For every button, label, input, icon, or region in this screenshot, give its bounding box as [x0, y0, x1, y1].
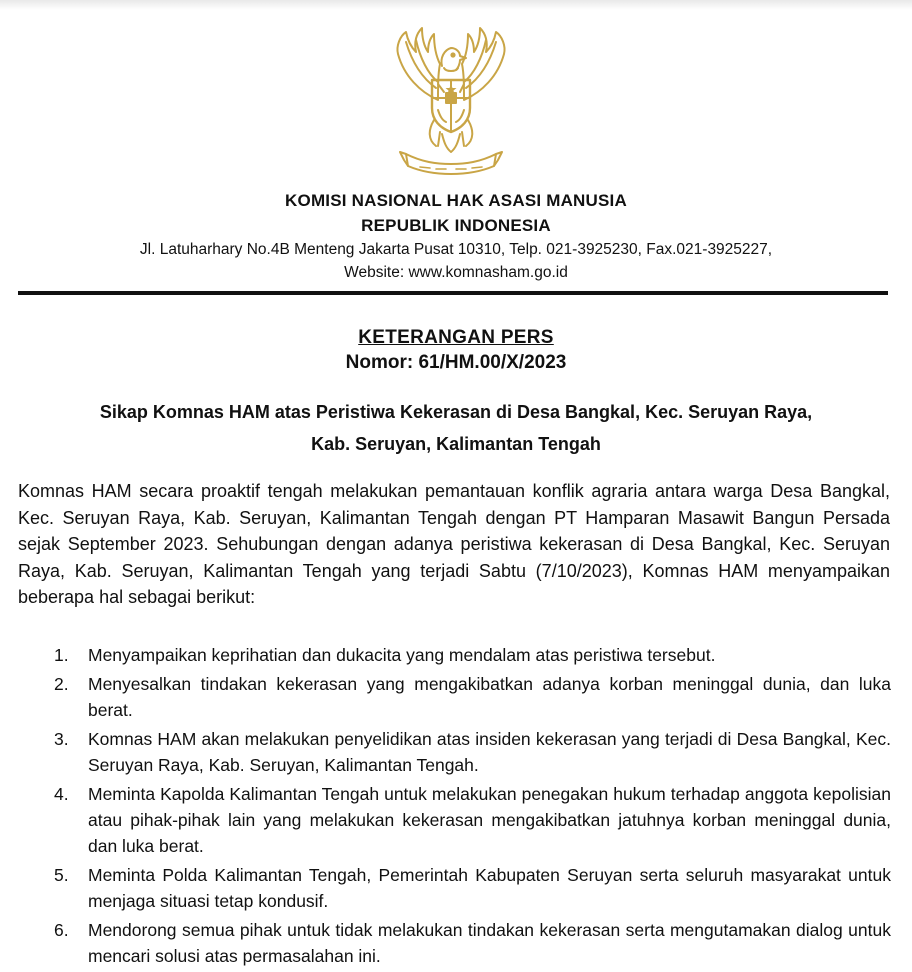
- points-list: [48, 642, 891, 972]
- list-item: [48, 862, 891, 914]
- org-country: REPUBLIK INDONESIA: [361, 216, 551, 235]
- document-number: Nomor: 61/HM.00/X/2023: [345, 352, 567, 373]
- subject-line-2: Kab. Seruyan, Kalimantan Tengah: [311, 434, 601, 454]
- list-item-number: 6.: [54, 920, 69, 940]
- list-item-number: 1.: [54, 645, 69, 665]
- list-item: [48, 726, 891, 778]
- list-item-text: Menyampaikan keprihatian dan dukacita yang mendalam atas peristiwa tersebut.: [88, 645, 716, 665]
- document-header: [0, 326, 912, 376]
- list-item-number: 2.: [54, 674, 69, 694]
- list-item-text: Komnas HAM akan melakukan penyelidikan atas insiden kekerasan yang terjadi di Desa Bangkal, Kec. Seruyan Raya, Kab. Seruyan, Kalimantan Tengah.: [88, 729, 891, 775]
- list-item-text: Meminta Polda Kalimantan Tengah, Pemerintah Kabupaten Seruyan serta seluruh masyarakat untuk menjaga situasi tetap kondusif.: [88, 865, 891, 911]
- document-subject: [40, 396, 872, 460]
- list-item-text: Mendorong semua pihak untuk tidak melakukan tindakan kekerasan serta mengutamakan dialog untuk mencari solusi atas permasalahan ini.: [88, 920, 891, 966]
- garuda-emblem-icon: [376, 22, 526, 178]
- org-address: Jl. Latuharhary No.4B Menteng Jakarta Pusat 10310, Telp. 021-3925230, Fax.021-3925227,: [139, 241, 773, 258]
- list-item-text: Menyesalkan tindakan kekerasan yang mengakibatkan adanya korban meninggal dunia, dan luka berat.: [88, 674, 891, 720]
- garuda-emblem-svg: [376, 22, 526, 178]
- document-type: KETERANGAN PERS: [358, 327, 554, 348]
- top-edge-shadow: [0, 0, 912, 10]
- subject-line-1: Sikap Komnas HAM atas Peristiwa Kekerasan di Desa Bangkal, Kec. Seruyan Raya,: [99, 402, 813, 422]
- letterhead: [0, 188, 912, 284]
- letterhead-divider: [18, 291, 888, 295]
- org-website: Website: www.komnasham.go.id: [344, 264, 568, 281]
- list-item: [48, 671, 891, 723]
- list-item-number: 4.: [54, 784, 69, 804]
- list-item-number: 5.: [54, 865, 69, 885]
- list-item: [48, 917, 891, 969]
- intro-paragraph: Komnas HAM secara proaktif tengah melakukan pemantauan konflik agraria antara warga Desa Bangkal, Kec. Seruyan Raya, Kab. Seruyan, Kalimantan Tengah dengan PT Hamparan Masawit Bangun Persada sejak September 2023. Sehubungan dengan adanya peristiwa kekerasan di Desa Bangkal, Kec. Seruyan Raya, Kab. Seruyan, Kalimantan Tengah yang terjadi Sabtu (7/10/2023), Komnas HAM menyampaikan beberapa hal sebagai berikut:: [18, 481, 890, 608]
- org-name: KOMISI NASIONAL HAK ASASI MANUSIA: [285, 191, 627, 210]
- list-item: [48, 781, 891, 859]
- list-item-text: Meminta Kapolda Kalimantan Tengah untuk melakukan penegakan hukum terhadap anggota kepolisian atau pihak-pihak lain yang melakukan kekerasan mengakibatkan jatuhnya korban meninggal dunia, dan luka berat.: [88, 784, 891, 856]
- list-item-number: 3.: [54, 729, 69, 749]
- list-item: [48, 642, 891, 668]
